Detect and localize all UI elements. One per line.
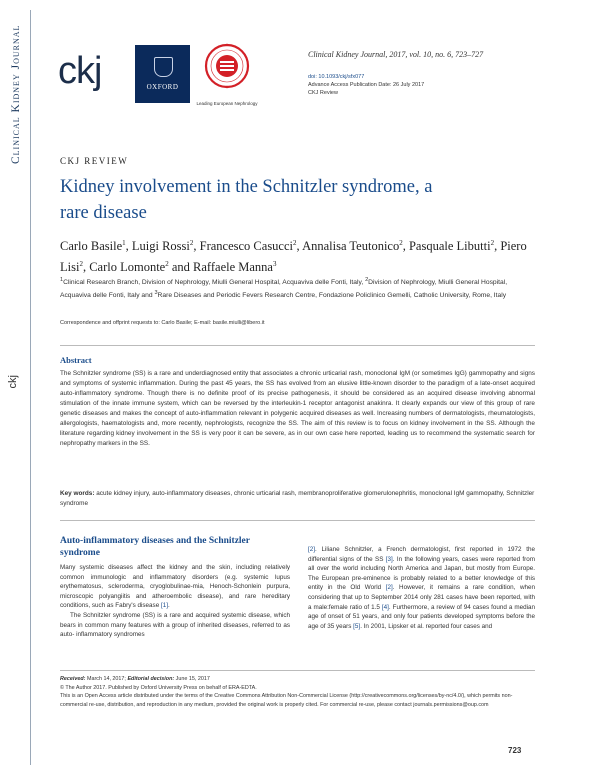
author-affil-marker: 2 bbox=[189, 239, 194, 247]
era-edta-logo-icon bbox=[203, 40, 251, 100]
author-name[interactable]: Carlo Lomonte$^2$ bbox=[89, 260, 169, 275]
publication-date: Advance Access Publication Date: 26 July 2017 bbox=[308, 82, 425, 88]
oxford-crest-icon bbox=[154, 57, 173, 77]
author-affil-marker: 2 bbox=[79, 260, 83, 269]
article-title: Kidney involvement in the Schnitzler syndrome, a rare disease bbox=[60, 177, 433, 223]
paragraph-3-text-b: . In the following years, cases were reported from all over the world including North America and Japan, but mostly from Europe. The European pre-eminence is probably related to a better knowledge of this entity in the Old World bbox=[308, 555, 536, 592]
author-separator: , bbox=[193, 239, 200, 254]
author-affil-marker: 2 bbox=[490, 239, 495, 247]
era-caption: Leading European Nephrology bbox=[196, 101, 258, 106]
author-name[interactable]: Luigi Rossi$^2$ bbox=[131, 239, 194, 254]
paragraph-1-end: . bbox=[167, 602, 170, 610]
author-affil-marker: 2 bbox=[165, 260, 169, 269]
footnotes bbox=[60, 675, 538, 709]
paragraph-2-text: The Schnitzler syndrome (SS) is a rare and acquired systemic disease, which bears in common many features with a group of inherited diseases, referred to as auto- inflammatory syndromes bbox=[60, 611, 290, 639]
author-name[interactable]: Annalisa Teutonico$^2$ bbox=[302, 239, 403, 254]
author-name[interactable]: Pasquale Libutti$^2$ bbox=[408, 239, 495, 254]
author-separator: , bbox=[82, 260, 90, 275]
keywords-label: Key words: bbox=[60, 490, 95, 497]
author-name[interactable]: Francesco Casucci$^2$ bbox=[199, 239, 297, 254]
license-notice: This is an Open Access article distributed under the terms of the Creative Commons Attribution Non-Commercial License (http://creativecommons.org/licenses/by-nc/4.0/), which permits non-commercial re-use, distribution, and reproduction in any medium, provided the original work is properly cited. For commercial re-use, please contact journals.permissions@oup.com bbox=[60, 693, 513, 708]
divider-footnotes bbox=[60, 670, 535, 671]
paragraph-1 bbox=[60, 563, 290, 611]
copyright-notice: © The Author 2017. Published by Oxford University Press on behalf of ERA-EDTA. bbox=[60, 684, 257, 691]
doi-link[interactable]: doi: 10.1093/ckj/sfx077 bbox=[308, 74, 365, 80]
affil-1-marker: 1 bbox=[60, 277, 64, 283]
keywords-text: acute kidney injury, auto-inflammatory diseases, chronic urticarial rash, membranoproliferative glomerulonephritis, monoclonal IgM gammopathy, Schnitzler syndrome bbox=[60, 490, 535, 507]
received-date: March 14, 2017; bbox=[86, 676, 126, 682]
paragraph-3-text-c: . However, it remains a rare condition, when considering that up to September 2014 only 281 cases have been reported, with a male:female ratio of 1.5 bbox=[308, 584, 536, 611]
author-separator: , bbox=[296, 239, 303, 254]
keywords bbox=[60, 489, 535, 509]
affil-2-marker: 2 bbox=[365, 277, 369, 283]
affiliations bbox=[60, 275, 530, 301]
author-affil-marker: 2 bbox=[399, 239, 403, 247]
correspondence: Correspondence and offprint requests to: Carlo Basile; E-mail: basile.miulli@libero.it bbox=[60, 320, 265, 326]
divider-bottom bbox=[60, 520, 535, 521]
author-affil-marker: 3 bbox=[273, 260, 277, 269]
affil-3: Rare Diseases and Periodic Fevers Research Centre, Fondazione Policlinico Gemelli, Catholic University, Rome, Italy bbox=[157, 292, 507, 300]
abstract-text: The Schnitzler syndrome (SS) is a rare and underdiagnosed entity that associates a chronic urticarial rash, monoclonal IgM (or sometimes IgG) gammopathy and signs and symptoms of systemic inflammation. During the past 45 years, the SS has evolved from an elusive little-known disorder to the paradigm of a late-onset acquired auto-inflammatory syndrome. Though there is no definite proof of its precise pathogenesis, it should be considered as an acquired disease involving abnormal stimulation of the innate immune system, which can be reversed by the interleukin-1 receptor antagonist anakinra. It clearly expands our view of this group of rare genetic diseases and makes the concept of auto-inflammation relevant in polygenic acquired diseases as well. Increasing numbers of dermatologists, rheumatologists, allergologists, haematologists and, more recently, nephrologists, recognize the SS. The aim of this review is to focus on kidney involvement in the SS. Although the literature regarding kidney involvement in the SS is very poor it can be severe, as in our own case here reported, leading us to recommend the systematic search for nephropathy markers in the SS. bbox=[60, 370, 535, 447]
section-label: CKJ REVIEW bbox=[60, 156, 129, 166]
editorial-date: June 15, 2017 bbox=[175, 676, 210, 682]
affil-1: Clinical Research Branch, Division of Nephrology, Miulli General Hospital, Acquaviva delle Fonti, Italy, bbox=[63, 279, 364, 287]
journal-citation: Clinical Kidney Journal, 2017, vol. 10, no. 6, 723–727 bbox=[308, 50, 484, 59]
ref-link[interactable]: [2] bbox=[385, 584, 393, 592]
ckj-logo: ckj bbox=[58, 50, 102, 92]
paragraph-3-text-e: . In 2001, Lipsker et al. reported four cases and bbox=[360, 622, 493, 630]
author-separator: , bbox=[125, 239, 132, 254]
author-affil-marker: 1 bbox=[122, 239, 126, 247]
paragraph-1-text: Many systemic diseases affect the kidney and the skin, including relatively common immunologic and inflammatory disorders (e.g. systemic lupus erythematosus, scleroderma, cryoglobulinae-mia, Henoch-Schonlein purpura, microscopic polyangiitis and atheroembolic disease), and rare hereditary conditions, such as Fabry's disease bbox=[60, 564, 290, 610]
ref-link[interactable]: [2] bbox=[308, 546, 316, 553]
page-number: 723 bbox=[508, 746, 522, 755]
ref-link[interactable]: [5] bbox=[353, 622, 361, 630]
ref-link[interactable]: [4] bbox=[381, 603, 389, 611]
section-heading: Auto-inflammatory diseases and the Schnitzler syndrome bbox=[60, 536, 250, 558]
column-left bbox=[60, 563, 290, 640]
editorial-label: Editorial decision: bbox=[127, 676, 175, 682]
side-divider bbox=[30, 10, 31, 765]
author-name[interactable]: Piero Lisi$^2$ bbox=[60, 239, 527, 275]
oxford-logo-label: OXFORD bbox=[146, 83, 179, 91]
affil-3-marker: 3 bbox=[154, 290, 158, 297]
author-name[interactable]: Raffaele Manna$^3$ bbox=[193, 260, 277, 275]
side-ckj-mark: ckj bbox=[7, 375, 19, 389]
paragraph-2 bbox=[60, 611, 290, 640]
paragraph-3 bbox=[308, 545, 535, 631]
author-separator: , bbox=[402, 239, 409, 254]
ref-link[interactable]: [3] bbox=[385, 555, 393, 563]
paragraph-3-text-a: . Liliane Schnitzler, a French dermatologist, first reported in 1972 the differential signs of the SS bbox=[308, 546, 535, 563]
paragraph-3-text-d: . Furthermore, a review of 94 cases found a median age of onset of 51 years, and only four patients developed symptoms before the age of 35 years bbox=[308, 603, 536, 630]
received-label: Received: bbox=[60, 676, 86, 682]
ref-link[interactable]: [1] bbox=[160, 602, 168, 610]
column-right bbox=[308, 545, 535, 631]
author-affil-marker: 2 bbox=[293, 239, 297, 247]
oxford-logo bbox=[135, 45, 190, 103]
author-separator: , bbox=[494, 239, 501, 254]
affil-2: Division of Nephrology, Miulli General Hospital, Acquaviva delle Fonti, Italy and bbox=[60, 279, 508, 300]
author-name[interactable]: Carlo Basile$^1$ bbox=[60, 239, 126, 254]
author-list bbox=[60, 234, 530, 276]
side-journal-title: Clinical Kidney Journal bbox=[10, 25, 22, 165]
author-separator: and bbox=[168, 260, 194, 275]
received-line bbox=[60, 675, 538, 684]
divider-top bbox=[60, 345, 535, 346]
abstract-heading: Abstract bbox=[60, 355, 92, 365]
article-type: CKJ Review bbox=[308, 90, 338, 96]
